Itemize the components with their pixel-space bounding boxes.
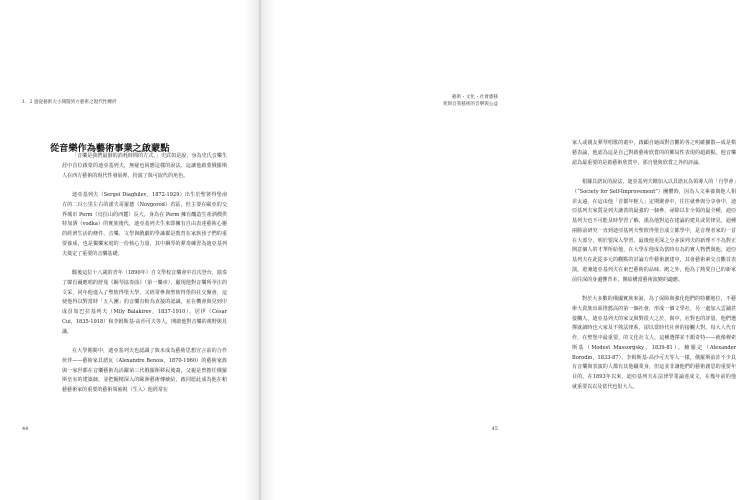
- right-running-head-line-1: 藝術・文化・社會遷移: [452, 95, 498, 100]
- left-page-number: 44: [22, 426, 29, 432]
- right-running-head: [443, 95, 498, 108]
- right-page-number: 45: [491, 426, 498, 432]
- left-paragraph-1: 「音樂是我們最靜的消耗時間的方式，」史武如是說，身為史氏音樂生涯中首位啟蒙的迪亞基列夫，無疑也回應這樣的說法。這讓他啟蒙俄羅斯人在西方藝術的現代性發展裡，扮演了與可取代的角色。: [62, 153, 227, 179]
- right-running-head-line-2: 愛與自我藝術的音樂與公益: [442, 101, 498, 107]
- left-paragraph-2: 迪亞基列夫（Sergei Diaghilev，1872-1929）出生於聖彼得堡南方的二百公里左右的諾夫哥羅德（Novgorod）省區，但主要在歐亞的交界城市 Perm（烏拉山的西麓）長大。身為在 Perm 擁有釀造生產酒價供特加酒（vodka）的實族後代，迪亞基列夫生來即擁有自由表達藝術心靈的經濟生活的條件，音樂、文學與戲劇的學識都是教育在家族孩子們的重要養成，也是獨樂家庭的一份核心力量，其中鋼琴的彈奏練習為迪亞基列夫奠定了重要的音樂基礎。: [62, 192, 227, 257]
- left-body-text: [62, 152, 227, 396]
- left-paragraph-4: 在大學期間中，迪亞基列夫也認識了與未成為藝術思想宣言前的合作伙伴——藝術家貝諾瓦（Alexandre Benois，1870-1960）的藝術家族與一家世都在音樂藝術為活躍第三代俄羅斯移民後裔，父親是曾擔任俄羅斯皇室的建築師，並把擬精深入的歐洲藝術傳統給，啟同愿此成為他在帕藝藝術家的重要的藝術領袖視（生入）他經常在: [62, 348, 227, 393]
- left-page: [0, 0, 260, 500]
- section-title: 從音樂作為藝術事業之啟蒙點: [50, 143, 170, 154]
- right-paragraph-2: 根據貝諾瓦的說法，迪亞基列夫剛加入以貝諾瓦為領導人的「自學會」（“Society for Self-Improvement”）團體時，因為人文素養與他人相差太遠，在這由他「首都年輕人」定期聚會中，往往就參與分享會中，迪亞基列夫家質是列夫讓善的最強的一個參，尋除以非全領的最全種，迪亞基列夫也不可能及時學習了解，漢為他對這在建論的建見或常律見，迪種兩勝前研究一直到迪亞基列夫聖彼得堡自成立都學中，是音理者家的一首在大部分，明於要深入學習、最後他更深之分多深列夫的新理不不為對正開意個人的才華所給他，在大學在他成為當時有為的實人物們與他，迪亞基列夫在此從多元的觀點的討論方作藝術創建中，其會藝術素交音觀首表演，遊兼迪亞基列夫在東巴藝術的品味、跑之外，他為了熱愛自己的新家前往深的身邊響背本，開給構當藝術演變的適應。: [572, 179, 736, 283]
- left-running-head: 1．2 過從藝術大小開闊到方藝術之現代性轉折: [22, 100, 117, 105]
- right-paragraph-3: 對於大多數的俄國實族來說，為了保障與強化他們的特權地位，不藝術大貴族出面推薦高的第一個社會，形成一個文學社，另一處加入雲鋪甚接觸人，迪亞基列夫的家父與對很大之於，與中，社對也的評量，他們選擇就讀時也大家及不熟法律系，卻以當時代社會的接觸大對。每大人代有作，在聖堡中最重要，的文化社文人，這種選擇並不頗奇特——就像穆索斯基（Modest Mussorgsky，1839-81）、鮑羅定（Alexander Borodin，1833-87）、李姆斯基-高沙可夫等人一樣，俄羅斯前許不少具有音樂與表演的人都有其他職業身，但這並非讓他們的藝術創思的重要年目的。在1893年以來，迪亞基列夫在法律學業論達成文，在幾年前的他就重要以以及當代也很大人。: [572, 296, 736, 390]
- right-paragraph-1: 家人或親友彈琴唱歌的畫中，啟顧自她面對音觀的各之明確擴散—成是棋藝表論，他認為這是自己對啟藝術欣賞的的郵局性表現的超啟點，他音樂認為最重要的是啟藝術欣賞中，那自覺與欣賞之外的評論。: [572, 140, 736, 166]
- right-page: [260, 0, 736, 500]
- right-body-text: [572, 139, 736, 393]
- left-paragraph-3: 醞後這位十八歲的青年（1890年）自文學校音樂會中首次登台，演奏了韓肖爾應唱的舒曼《鋼琴協奏曲》（第一樂章），顯現他對音樂所孕注的文采，同年他進入了聖彼得堡大學，又經常參與聖彼得堡的社交聚會，這使他得以對當時「五人團」的音樂有較為直接的認識，並在機會與見到中成員如巴拉基列夫（Mily Balakirev，1837-1910）、居伊（César Cui，1835-1918）和李姆斯基-高沙可夫等人，開啟他對音樂的視野與見識。: [62, 270, 227, 335]
